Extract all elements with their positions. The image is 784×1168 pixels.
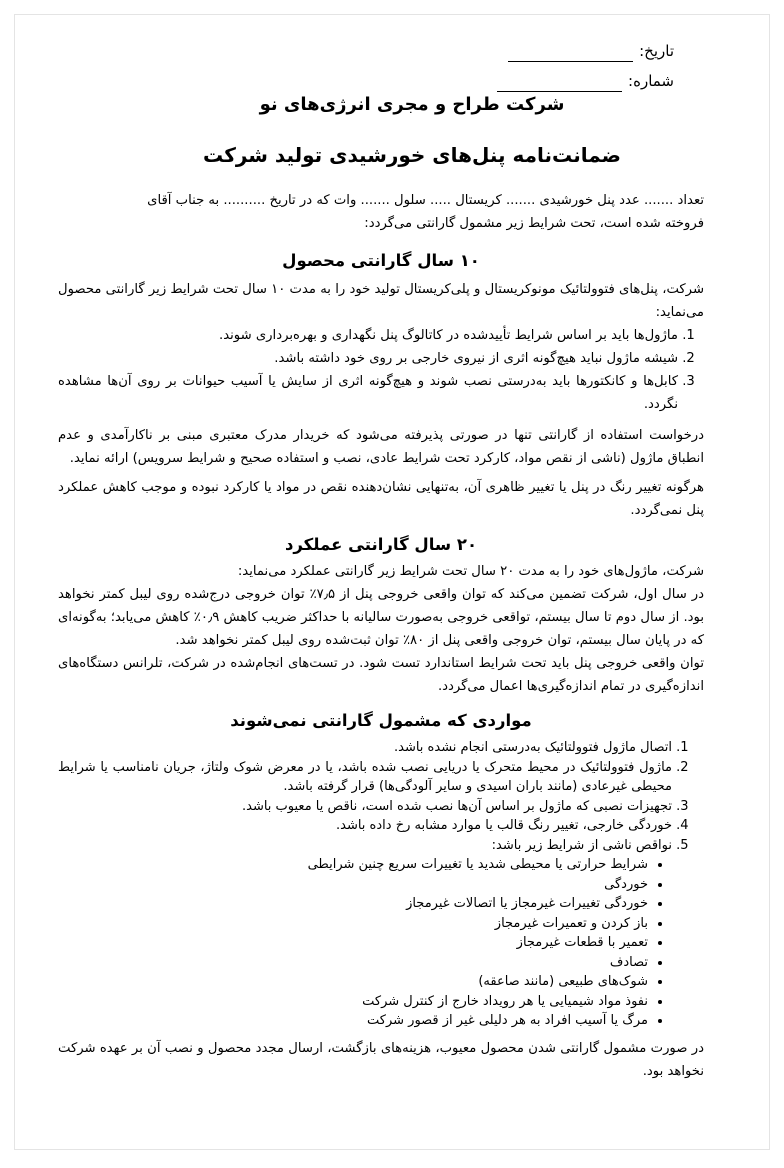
bullet-item: • خوردگی تغییرات غیرمجاز یا اتصالات غیرمجاز — [58, 894, 648, 914]
section3-item: 2. ماژول فتوولتائیک در محیط متحرک یا دریایی نصب شده باشد، یا در معرض شوک ولتاژ، جریان نامناسب یا شرایط محیطی غیرعادی (مانند باران اسیدی و سایر آلودگی‌ها) قرار گرفته باشد. — [58, 758, 672, 797]
section1-para-2: هرگونه تغییر رنگ در پنل یا تغییر ظاهری آن، به‌تنهایی نشان‌دهنده نقص در مواد یا کارکرد نبوده و موجب کاهش عملکرد پنل نمی‌گردد. — [58, 480, 704, 518]
number-label: شماره: — [628, 72, 674, 90]
section1-heading: ۱۰ سال گارانتی محصول — [282, 251, 480, 270]
bullet-item: • مرگ یا آسیب افراد به هر دلیلی غیر از قصور شرکت — [58, 1011, 648, 1031]
bullet-item: • خوردگی — [58, 875, 648, 895]
section1-item: 2. شیشه ماژول نباید هیچ‌گونه اثری از نیروی خارجی بر روی خود داشته باشد. — [58, 347, 678, 370]
section2-para-1: در سال اول، شرکت تضمین می‌کند که توان واقعی خروجی پنل از ۷٫۵٪ توان خروجی درج‌شده روی لیبل کمتر نخواهد بود. از سال دوم تا سال بیستم، تواقعی خروجی به‌صورت سالیانه با حداکثر ضریب کاهش ۰٫۹٪ کاهش می‌یابد؛ به‌گونه‌ای که در پایان سال بیستم، توان خروجی واقعی پنل از ۸۰٪ توان ثبت‌شده روی لیبل کمتر نخواهد شد. — [58, 587, 705, 648]
section2-heading: ۲۰ سال گارانتی عملکرد — [284, 535, 478, 554]
section3-item: 3. تجهیزات نصبی که ماژول بر اساس آن‌ها نصب شده است، ناقص یا معیوب باشد. — [58, 797, 672, 817]
document-title: ضمانت‌نامه پنل‌های خورشیدی تولید شرکت — [203, 143, 621, 167]
intro-line-1: تعداد ....... عدد پنل خورشیدی ....... کریستال ..... سلول ....... وات که در تاریخ .......... به جناب آقای — [147, 193, 704, 208]
date-label: تاریخ: — [639, 42, 674, 60]
company-name: شرکت طراح و مجری انرژی‌های نو — [259, 94, 565, 115]
date-field-line — [508, 45, 633, 62]
exclusions — [58, 738, 704, 1031]
section1-item: 1. ماژول‌ها باید بر اساس شرایط تأییدشده در کاتالوگ پنل نگهداری و بهره‌برداری شوند. — [58, 324, 678, 347]
section1-intro: شرکت، پنل‌های فتوولتائیک مونوکریستال و پلی‌کریستال تولید خود را به مدت ۱۰ سال تحت شرایط زیر گارانتی محصول می‌نماید: — [58, 282, 705, 320]
number-field-line — [497, 75, 622, 92]
section3-item — [58, 836, 672, 1031]
condition-bullets — [58, 855, 672, 1031]
section3-heading: مواردی که مشمول گارانتی نمی‌شوند — [230, 711, 532, 730]
number-row — [497, 70, 674, 92]
section2-intro: شرکت، ماژول‌های خود را به مدت ۲۰ سال تحت شرایط زیر گارانتی عملکرد می‌نماید: — [237, 564, 704, 579]
bullet-item: • تصادف — [58, 953, 648, 973]
section3-item: 1. اتصال ماژول فتوولتائیک به‌درستی انجام نشده باشد. — [58, 738, 672, 758]
bullet-item: • باز کردن و تعمیرات غیرمجاز — [58, 914, 648, 934]
section2-para-2: توان واقعی خروجی پنل باید تحت شرایط استاندارد تست شود. در تست‌های انجام‌شده در شرکت، تلرانس دستگاه‌های اندازه‌گیری در تمام اندازه‌گیری‌ها اعمال می‌گردد. — [58, 656, 704, 694]
intro-line-2: فروخته شده است، تحت شرایط زیر مشمول گارانتی می‌گردد: — [364, 216, 704, 231]
section1-list — [58, 324, 704, 416]
bullet-item: • نفوذ مواد شیمیایی یا هر رویداد خارج از کنترل شرکت — [58, 992, 648, 1012]
section3-item: 4. خوردگی خارجی، تغییر رنگ قالب یا موارد مشابه رخ داده باشد. — [58, 816, 672, 836]
closing-paragraph: در صورت مشمول گارانتی شدن محصول معیوب، هزینه‌های بازگشت، ارسال مجدد محصول و نصب آن بر عهده شرکت نخواهد بود. — [58, 1040, 704, 1079]
bullet-item: • تعمیر با قطعات غیرمجاز — [58, 933, 648, 953]
section3-list — [58, 738, 704, 1031]
date-row — [508, 40, 674, 62]
document-body — [58, 189, 704, 1083]
bullet-item: • شرایط حرارتی یا محیطی شدید یا تغییرات سریع چنین شرایطی — [58, 855, 648, 875]
section1-item: 3. کابل‌ها و کانکتورها باید به‌درستی نصب شوند و هیچ‌گونه اثری از سایش یا آسیب حیوانات بر روی آن‌ها مشاهده نگردد. — [58, 370, 678, 416]
section3-item-text: نواقص ناشی از شرایط زیر باشد: — [491, 837, 672, 853]
section1-para-1: درخواست استفاده از گارانتی تنها در صورتی پذیرفته می‌شود که خریدار مدرک معتبری مبنی بر ناکارآمدی و عدم انطباق ماژول (ناشی از نقص مواد، کارکرد تحت شرایط عادی، نصب و استفاده صحیح و شرایط سرویس) ارائه نماید. — [58, 428, 704, 466]
bullet-item: • شوک‌های طبیعی (مانند صاعقه) — [58, 972, 648, 992]
